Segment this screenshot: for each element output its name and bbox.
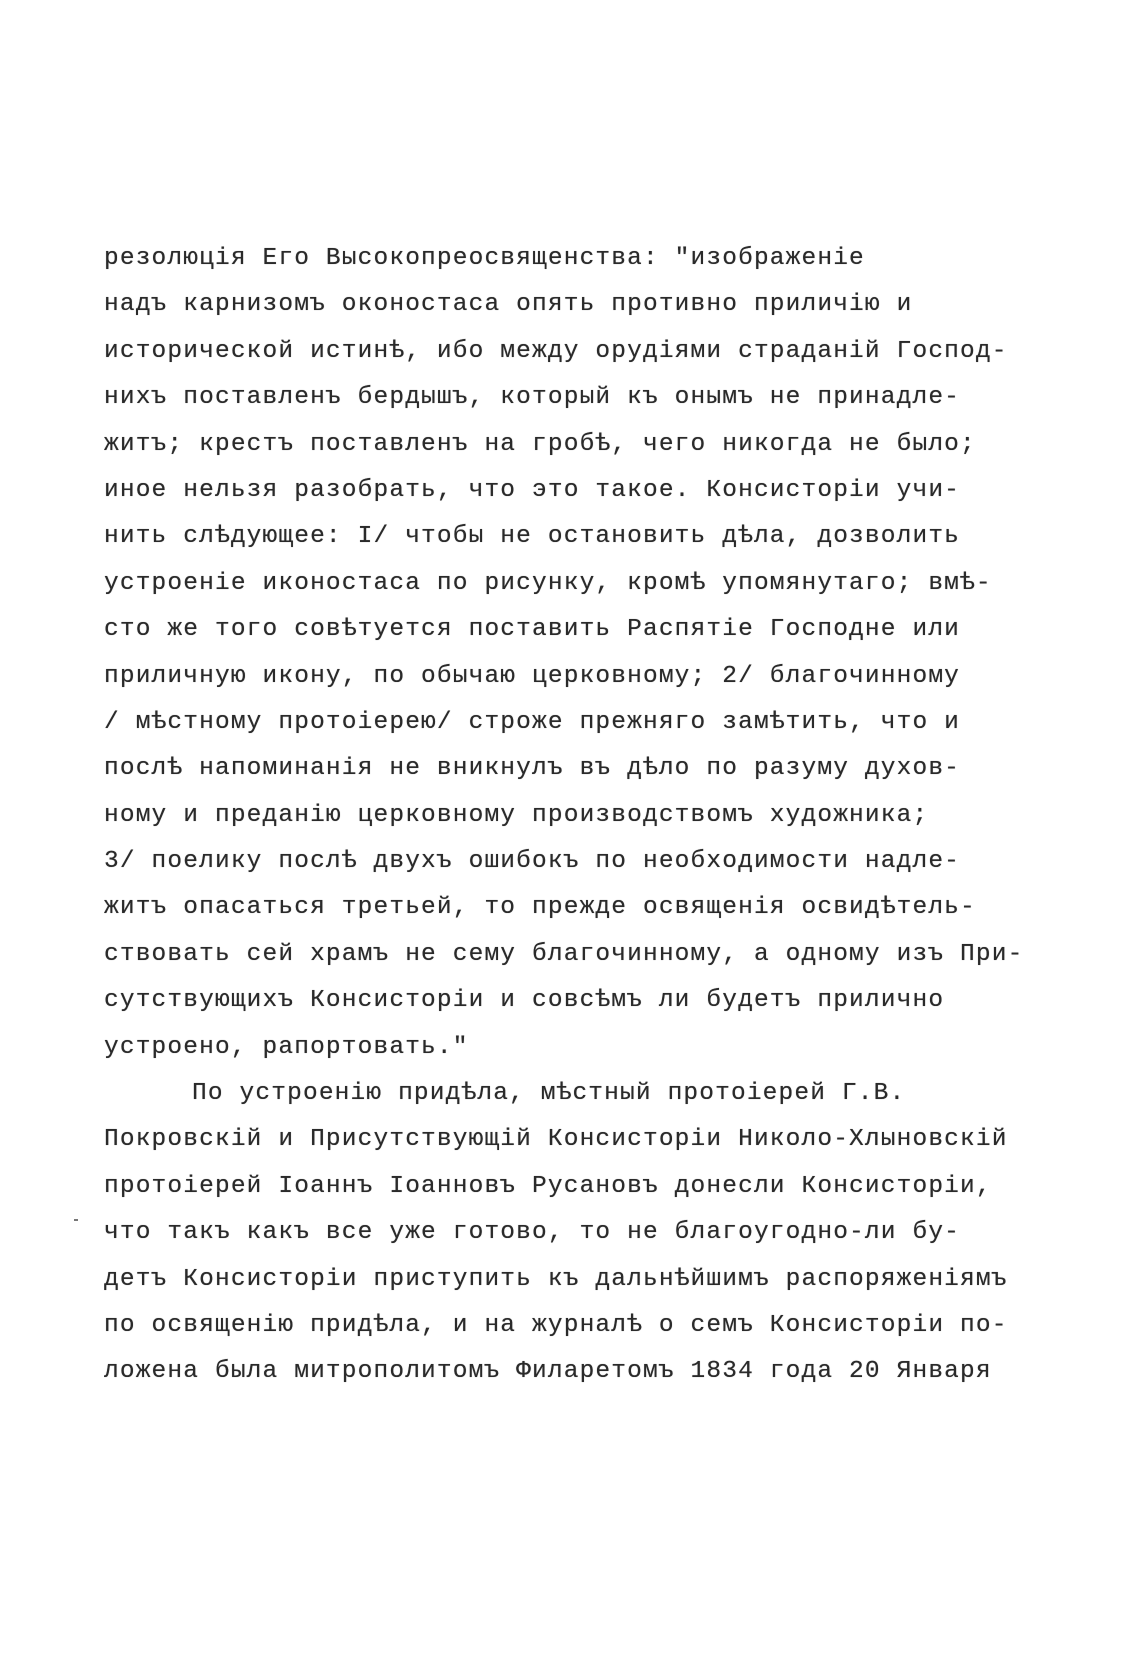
text-line: сутствующихъ Консисторіи и совсѣмъ ли будетъ прилично — [104, 987, 945, 1015]
text-line: житъ опасаться третьей, то прежде освященія освидѣтель- — [104, 894, 976, 922]
text-line: исторической истинѣ, ибо между орудіями страданій Господ- — [104, 337, 1008, 365]
text-line: по освященію придѣла, и на журналѣ о семъ Консисторіи по- — [104, 1311, 1008, 1339]
text-line: Покровскій и Присутствующій Консисторіи Николо-Хлыновскій — [104, 1126, 1008, 1154]
text-line: сто же того совѣтуется поставить Распятіе Господне или — [104, 616, 961, 644]
text-line: детъ Консисторіи приступить къ дальнѣйшимъ распоряженіямъ — [104, 1265, 1008, 1293]
text-line: ствовать сей храмъ не сему благочинному, а одному изъ При- — [104, 940, 1024, 968]
text-line: ложена была митрополитомъ Филаретомъ 1834 года 20 Января — [104, 1358, 992, 1386]
text-line: нихъ поставленъ бердышъ, который къ онымъ не принадле- — [104, 384, 961, 412]
text-line: устроено, рапортовать." — [104, 1033, 469, 1061]
body-text — [104, 236, 1044, 1396]
margin-mark — [74, 1219, 78, 1221]
paragraph-start-line: По устроенію придѣла, мѣстный протоіерей Г.В. — [192, 1080, 906, 1108]
text-line: приличную икону, по обычаю церковному; 2/ благочинному — [104, 662, 961, 690]
text-line: протоіерей Іоаннъ Іоанновъ Русановъ донесли Консисторіи, — [104, 1172, 992, 1200]
text-line: 3/ поелику послѣ двухъ ошибокъ по необходимости надле- — [104, 848, 961, 876]
text-line: житъ; крестъ поставленъ на гробѣ, чего никогда не было; — [104, 430, 976, 458]
text-line: нить слѣдующее: I/ чтобы не остановить дѣла, дозволить — [104, 523, 961, 551]
text-line: / мѣстному протоіерею/ строже прежняго замѣтить, что и — [104, 708, 961, 736]
text-line: послѣ напоминанія не вникнулъ въ дѣло по разуму духов- — [104, 755, 961, 783]
text-line: резолюція Его Высокопреосвященства: "изображеніе — [104, 245, 865, 272]
text-line: ному и преданію церковному производствомъ художника; — [104, 801, 929, 829]
text-line: иное нельзя разобрать, что это такое. Консисторіи учи- — [104, 476, 961, 504]
text-line: что такъ какъ все уже готово, то не благоугодно-ли бу- — [104, 1219, 961, 1247]
text-line: устроеніе иконостаса по рисунку, кромѣ упомянутаго; вмѣ- — [104, 569, 992, 597]
text-line: надъ карнизомъ оконостаса опять противно приличію и — [104, 291, 913, 319]
